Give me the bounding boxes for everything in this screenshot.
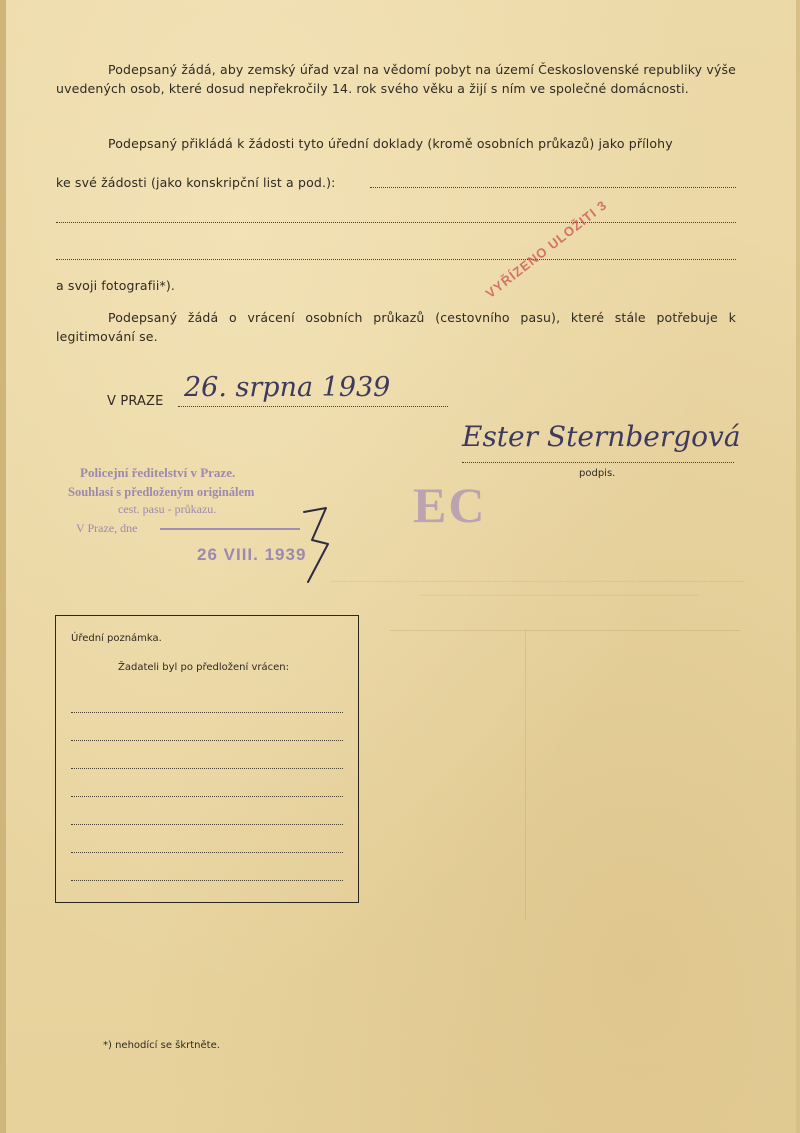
attachments-fill-line-3 [56, 259, 736, 260]
bleed-through-text-1: —————————————————————————————————————————————— [330, 576, 744, 586]
red-stamp-vyrizeno: VYŘÍZENO ULOŽITI 3 [482, 197, 610, 301]
official-note-line-3 [71, 768, 343, 769]
handwritten-date: 26. srpna 1939 [184, 372, 391, 403]
date-fill-line [178, 406, 448, 407]
bleed-through-line-2 [525, 630, 526, 920]
footnote: *) nehodící se škrtněte. [103, 1040, 220, 1051]
bleed-through-line-1 [390, 630, 740, 631]
official-note-line-7 [71, 880, 343, 881]
page-edge-right [796, 0, 800, 1133]
paragraph-residence-notice: Podepsaný žádá, aby zemský úřad vzal na vědomí pobyt na území Československé republiky výše uvedených osob, které dosud nepřekročily 14. rok svého věku a žijí s ním ve společné domácnosti. [56, 62, 736, 96]
signature-line [462, 462, 734, 463]
place-label: V PRAZE [107, 394, 164, 409]
paragraph-attachments: Podepsaný přikládá k žádosti tyto úřední doklady (kromě osobních průkazů) jako přílohy [108, 136, 673, 151]
police-stamp-date: 26 VIII. 1939 [197, 545, 307, 564]
attachments-fill-line-2 [56, 222, 736, 223]
official-note-line-4 [71, 796, 343, 797]
police-stamp-line-3: cest. pasu - průkazu. [118, 502, 217, 516]
official-note-subtitle: Žadateli byl po předložení vrácen: [118, 662, 289, 673]
paragraph-attachments-continued: ke své žádosti (jako konskripční list a pod.): [56, 175, 336, 190]
page-edge-left [0, 0, 6, 1133]
official-note-box [55, 615, 359, 903]
photo-line: a svoji fotografii*). [56, 278, 176, 293]
police-stamp-line-2: Souhlasí s předloženým originálem [68, 485, 255, 499]
attachments-fill-line-1 [370, 187, 736, 188]
police-stamp-date-line [160, 528, 300, 530]
official-note-line-2 [71, 740, 343, 741]
official-note-line-1 [71, 712, 343, 713]
official-note-line-5 [71, 824, 343, 825]
official-note-title: Úřední poznámka. [71, 633, 162, 644]
handwritten-signature: Ester Sternbergová [462, 420, 741, 453]
police-stamp-line-1: Policejní ředitelství v Praze. [80, 465, 236, 480]
signature-label: podpis. [579, 468, 616, 479]
bleed-through-text-2: ——————————————————————————————— [420, 590, 699, 600]
official-note-line-6 [71, 852, 343, 853]
police-stamp-line-4: V Praze, dne [76, 521, 138, 535]
paragraph-return-documents: Podepsaný žádá o vrácení osobních průkazů (cestovního pasu), které stále potřebuje k legitimování se. [56, 310, 736, 344]
ec-stamp: EC [413, 477, 487, 533]
